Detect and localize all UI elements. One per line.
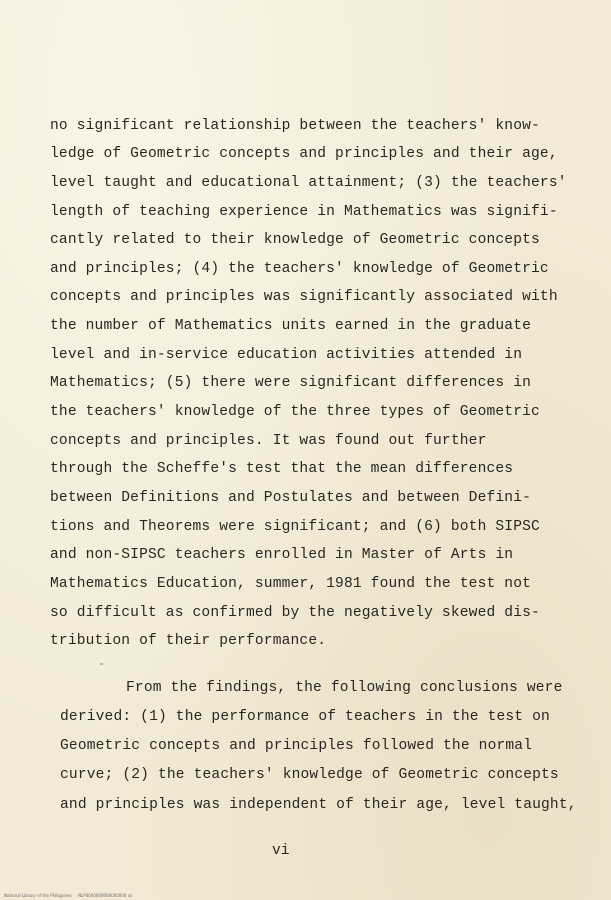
text-line: level taught and educational attainment; (3) the teachers' (50, 175, 567, 191)
text-line: concepts and principles. It was found out further (50, 433, 487, 449)
text-line: and non-SIPSC teachers enrolled in Master of Arts in (50, 547, 514, 563)
text-line: concepts and principles was significantly associated with (50, 289, 558, 305)
text-line: Mathematics; (5) there were significant differences in (50, 375, 532, 391)
text-line: Mathematics Education, summer, 1981 found the test not (50, 576, 532, 592)
text-line: From the findings, the following conclusions were (126, 680, 563, 696)
text-line: between Definitions and Postulates and between Defini- (50, 490, 532, 506)
text-line: no significant relationship between the teachers' know- (50, 118, 540, 134)
page-number: vi (272, 843, 290, 859)
text-line: ledge of Geometric concepts and principles and their age, (50, 146, 558, 162)
text-line: and principles; (4) the teachers' knowledge of Geometric (50, 261, 549, 277)
text-line: the number of Mathematics units earned in the graduate (50, 318, 532, 334)
text-line: length of teaching experience in Mathematics was signifi- (50, 204, 558, 220)
text-line: so difficult as confirmed by the negatively skewed dis- (50, 605, 540, 621)
text-line: Geometric concepts and principles followed the normal (60, 738, 533, 754)
scan-footer: National Library of the Philippines NLP0000000000000000 vii (4, 893, 133, 898)
text-line: cantly related to their knowledge of Geometric concepts (50, 232, 540, 248)
text-line: tions and Theorems were significant; and (6) both SIPSC (50, 519, 540, 535)
text-line: curve; (2) the teachers' knowledge of Geometric concepts (60, 767, 559, 783)
paper-speck (100, 663, 103, 665)
text-line: level and in-service education activities attended in (50, 347, 523, 363)
text-line: and principles was independent of their age, level taught, (60, 797, 577, 813)
text-line: tribution of their performance. (50, 633, 327, 649)
text-line: the teachers' knowledge of the three types of Geometric (50, 404, 540, 420)
text-line: through the Scheffe's test that the mean differences (50, 461, 514, 477)
text-line: derived: (1) the performance of teachers in the test on (60, 709, 550, 725)
